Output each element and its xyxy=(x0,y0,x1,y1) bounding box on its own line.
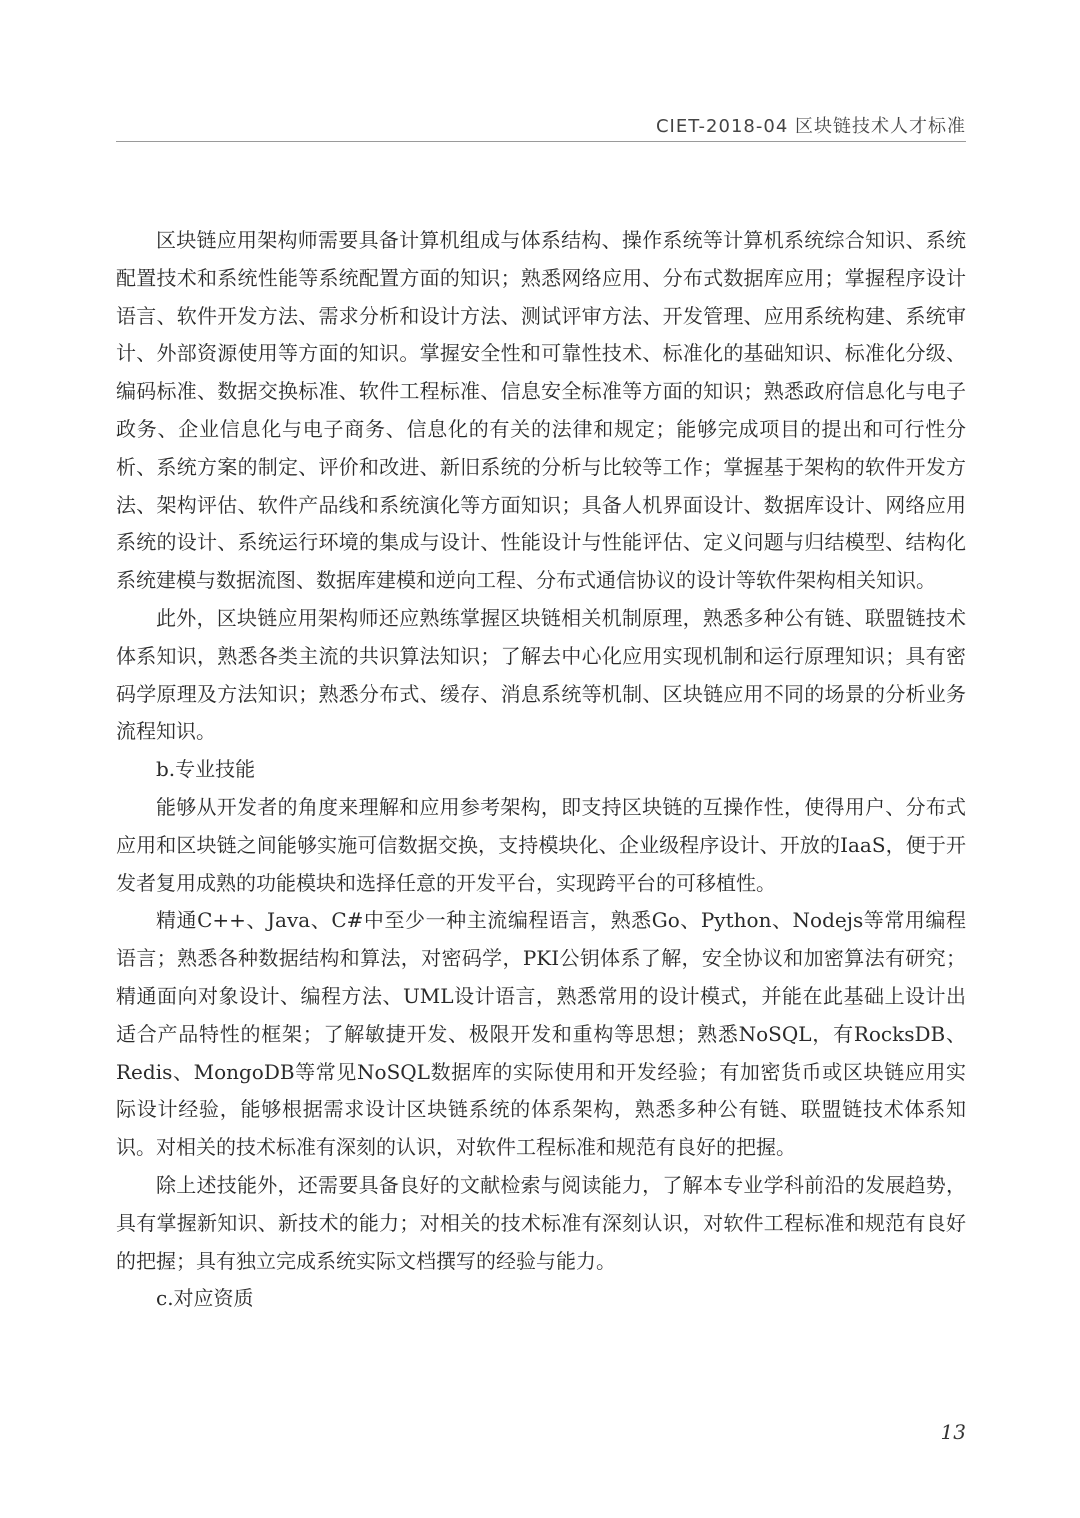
paragraph-programming-skills: 精通C++、Java、C#中至少一种主流编程语言，熟悉Go、Python、Nodejs等常用编程语言；熟悉各种数据结构和算法，对密码学，PKI公钥体系了解，安全协议和加密算法有研究；精通面向对象设计、编程方法、UML设计语言，熟悉常用的设计模式，并能在此基础上设计出适合产品特性的框架；了解敏捷开发、极限开发和重构等思想；熟悉NoSQL，有RocksDB、Redis、MongoDB等常见NoSQL数据库的实际使用和开发经验；有加密货币或区块链应用实际设计经验，能够根据需求设计区块链系统的体系架构，熟悉多种公有链、联盟链技术体系知识。对相关的技术标准有深刻的认识，对软件工程标准和规范有良好的把握。 xyxy=(116,908,966,1160)
page-number: 13 xyxy=(940,1420,966,1444)
paragraph-blockchain-mechanisms: 此外，区块链应用架构师还应熟练掌握区块链相关机制原理，熟悉多种公有链、联盟链技术体系知识，熟悉各类主流的共识算法知识；了解去中心化应用实现机制和运行原理知识；具有密码学原理及方法知识；熟悉分布式、缓存、消息系统等机制、区块链应用不同的场景的分析业务流程知识。 xyxy=(116,605,966,744)
paragraph-architect-knowledge: 区块链应用架构师需要具备计算机组成与体系结构、操作系统等计算机系统综合知识、系统配置技术和系统性能等系统配置方面的知识；熟悉网络应用、分布式数据库应用；掌握程序设计语言、软件开发方法、需求分析和设计方法、测试评审方法、开发管理、应用系统构建、系统审计、外部资源使用等方面的知识。掌握安全性和可靠性技术、标准化的基础知识、标准化分级、编码标准、数据交换标准、软件工程标准、信息安全标准等方面的知识；熟悉政府信息化与电子政务、企业信息化与电子商务、信息化的有关的法律和规定；能够完成项目的提出和可行性分析、系统方案的制定、评价和改进、新旧系统的分析与比较等工作；掌握基于架构的软件开发方法、架构评估、软件产品线和系统演化等方面知识；具备人机界面设计、数据库设计、网络应用系统的设计、系统运行环境的集成与设计、性能设计与性能评估、定义问题与归结模型、结构化系统建模与数据流图、数据库建模和逆向工程、分布式通信协议的设计等软件架构相关知识。 xyxy=(116,228,966,593)
section-heading-professional-skills: b.专业技能 xyxy=(156,757,256,782)
paragraph-reference-architecture: 能够从开发者的角度来理解和应用参考架构，即支持区块链的互操作性，使得用户、分布式应用和区块链之间能够实施可信数据交换，支持模块化、企业级程序设计、开放的IaaS，便于开发者复用成熟的功能模块和选择任意的开发平台，实现跨平台的可移植性。 xyxy=(116,794,966,895)
page-body xyxy=(116,222,966,1318)
paragraph-additional-skills: 除上述技能外，还需要具备良好的文献检索与阅读能力，了解本专业学科前沿的发展趋势，具有掌握新知识、新技术的能力；对相关的技术标准有深刻认识，对软件工程标准和规范有良好的把握；具有独立完成系统实际文档撰写的经验与能力。 xyxy=(116,1172,966,1273)
section-heading-qualifications: c.对应资质 xyxy=(156,1286,254,1311)
running-header: CIET-2018-04 区块链技术人才标准 xyxy=(655,116,966,137)
header-divider xyxy=(116,141,966,142)
